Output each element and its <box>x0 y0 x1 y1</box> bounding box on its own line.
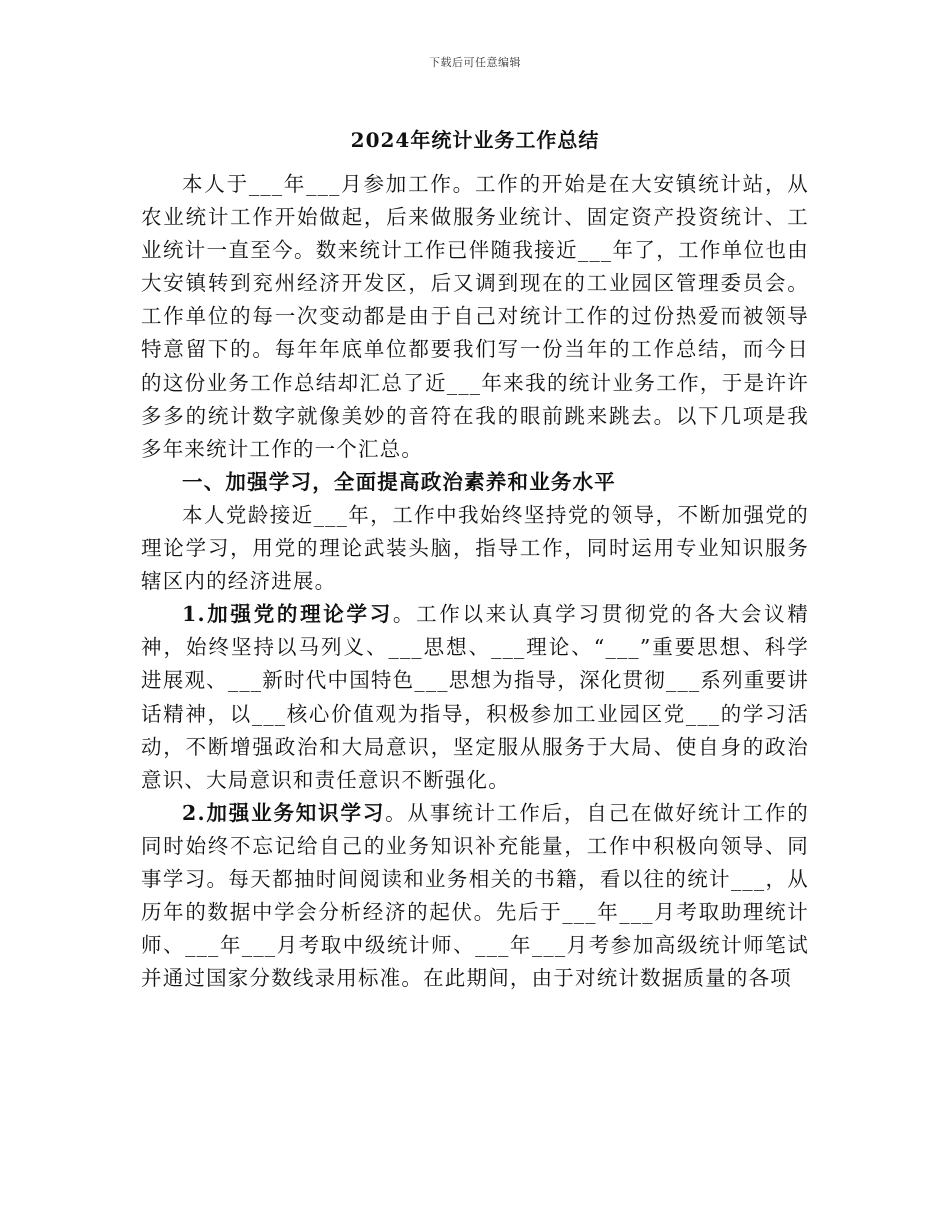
paragraph-theory-study-body: 。工作以来认真学习贯彻党的各大会议精神，始终坚持以马列义、___思想、___理论、“___”重要思想、科学进展观、___新时代中国特色___思想为指导，深化贯彻___系列重要讲话精神，以___核心价值观为指导，积极参加工业园区党___的学习活动，不断增强政治和大局意识，坚定服从服务于大局、使自身的政治意识、大局意识和责任意识不断强化。 <box>141 602 809 792</box>
paragraph-party-age: 本人党龄接近___年，工作中我始终坚持党的领导，不断加强党的理论学习，用党的理论武装头脑，指导工作，同时运用专业知识服务辖区内的经济进展。 <box>141 502 809 594</box>
subheading-theory-study: 1.加强党的理论学习 <box>182 602 393 627</box>
paragraph-business-study-body: 。从事统计工作后，自己在做好统计工作的同时始终不忘记给自己的业务知识补充能量，工作中积极向领导、同事学习。每天都抽时间阅读和业务相关的书籍，看以往的统计___，从历年的数据中学会分析经济的起伏。先后于___年___月考取助理统计师、___年___月考取中级统计师、___年___月考参加高级统计师笔试并通过国家分数线录用标准。在此期间，由于对统计数据质量的各项 <box>141 800 809 991</box>
subheading-business-study: 2.加强业务知识学习 <box>182 800 386 825</box>
paragraph-intro: 本人于___年___月参加工作。工作的开始是在大安镇统计站，从农业统计工作开始做起，后来做服务业统计、固定资产投资统计、工业统计一直至今。数来统计工作已伴随我接近___年了，工作单位也由大安镇转到兖州经济开发区，后又调到现在的工业园区管理委员会。工作单位的每一次变动都是由于自己对统计工作的过份热爱而被领导特意留下的。每年年底单位都要我们写一份当年的工作总结，而今日的这份业务工作总结却汇总了近___年来我的统计业务工作，于是许许多多的统计数字就像美妙的音符在我的眼前跳来跳去。以下几项是我多年来统计工作的一个汇总。 <box>141 172 809 461</box>
header-note: 下载后可任意编辑 <box>429 56 521 69</box>
section-heading-1: 一、加强学习，全面提高政治素养和业务水平 <box>182 469 616 494</box>
paragraph-theory-study <box>141 598 809 797</box>
document-title: 2024年统计业务工作总结 <box>350 128 600 152</box>
document-body <box>141 168 809 995</box>
paragraph-business-study <box>141 797 809 996</box>
